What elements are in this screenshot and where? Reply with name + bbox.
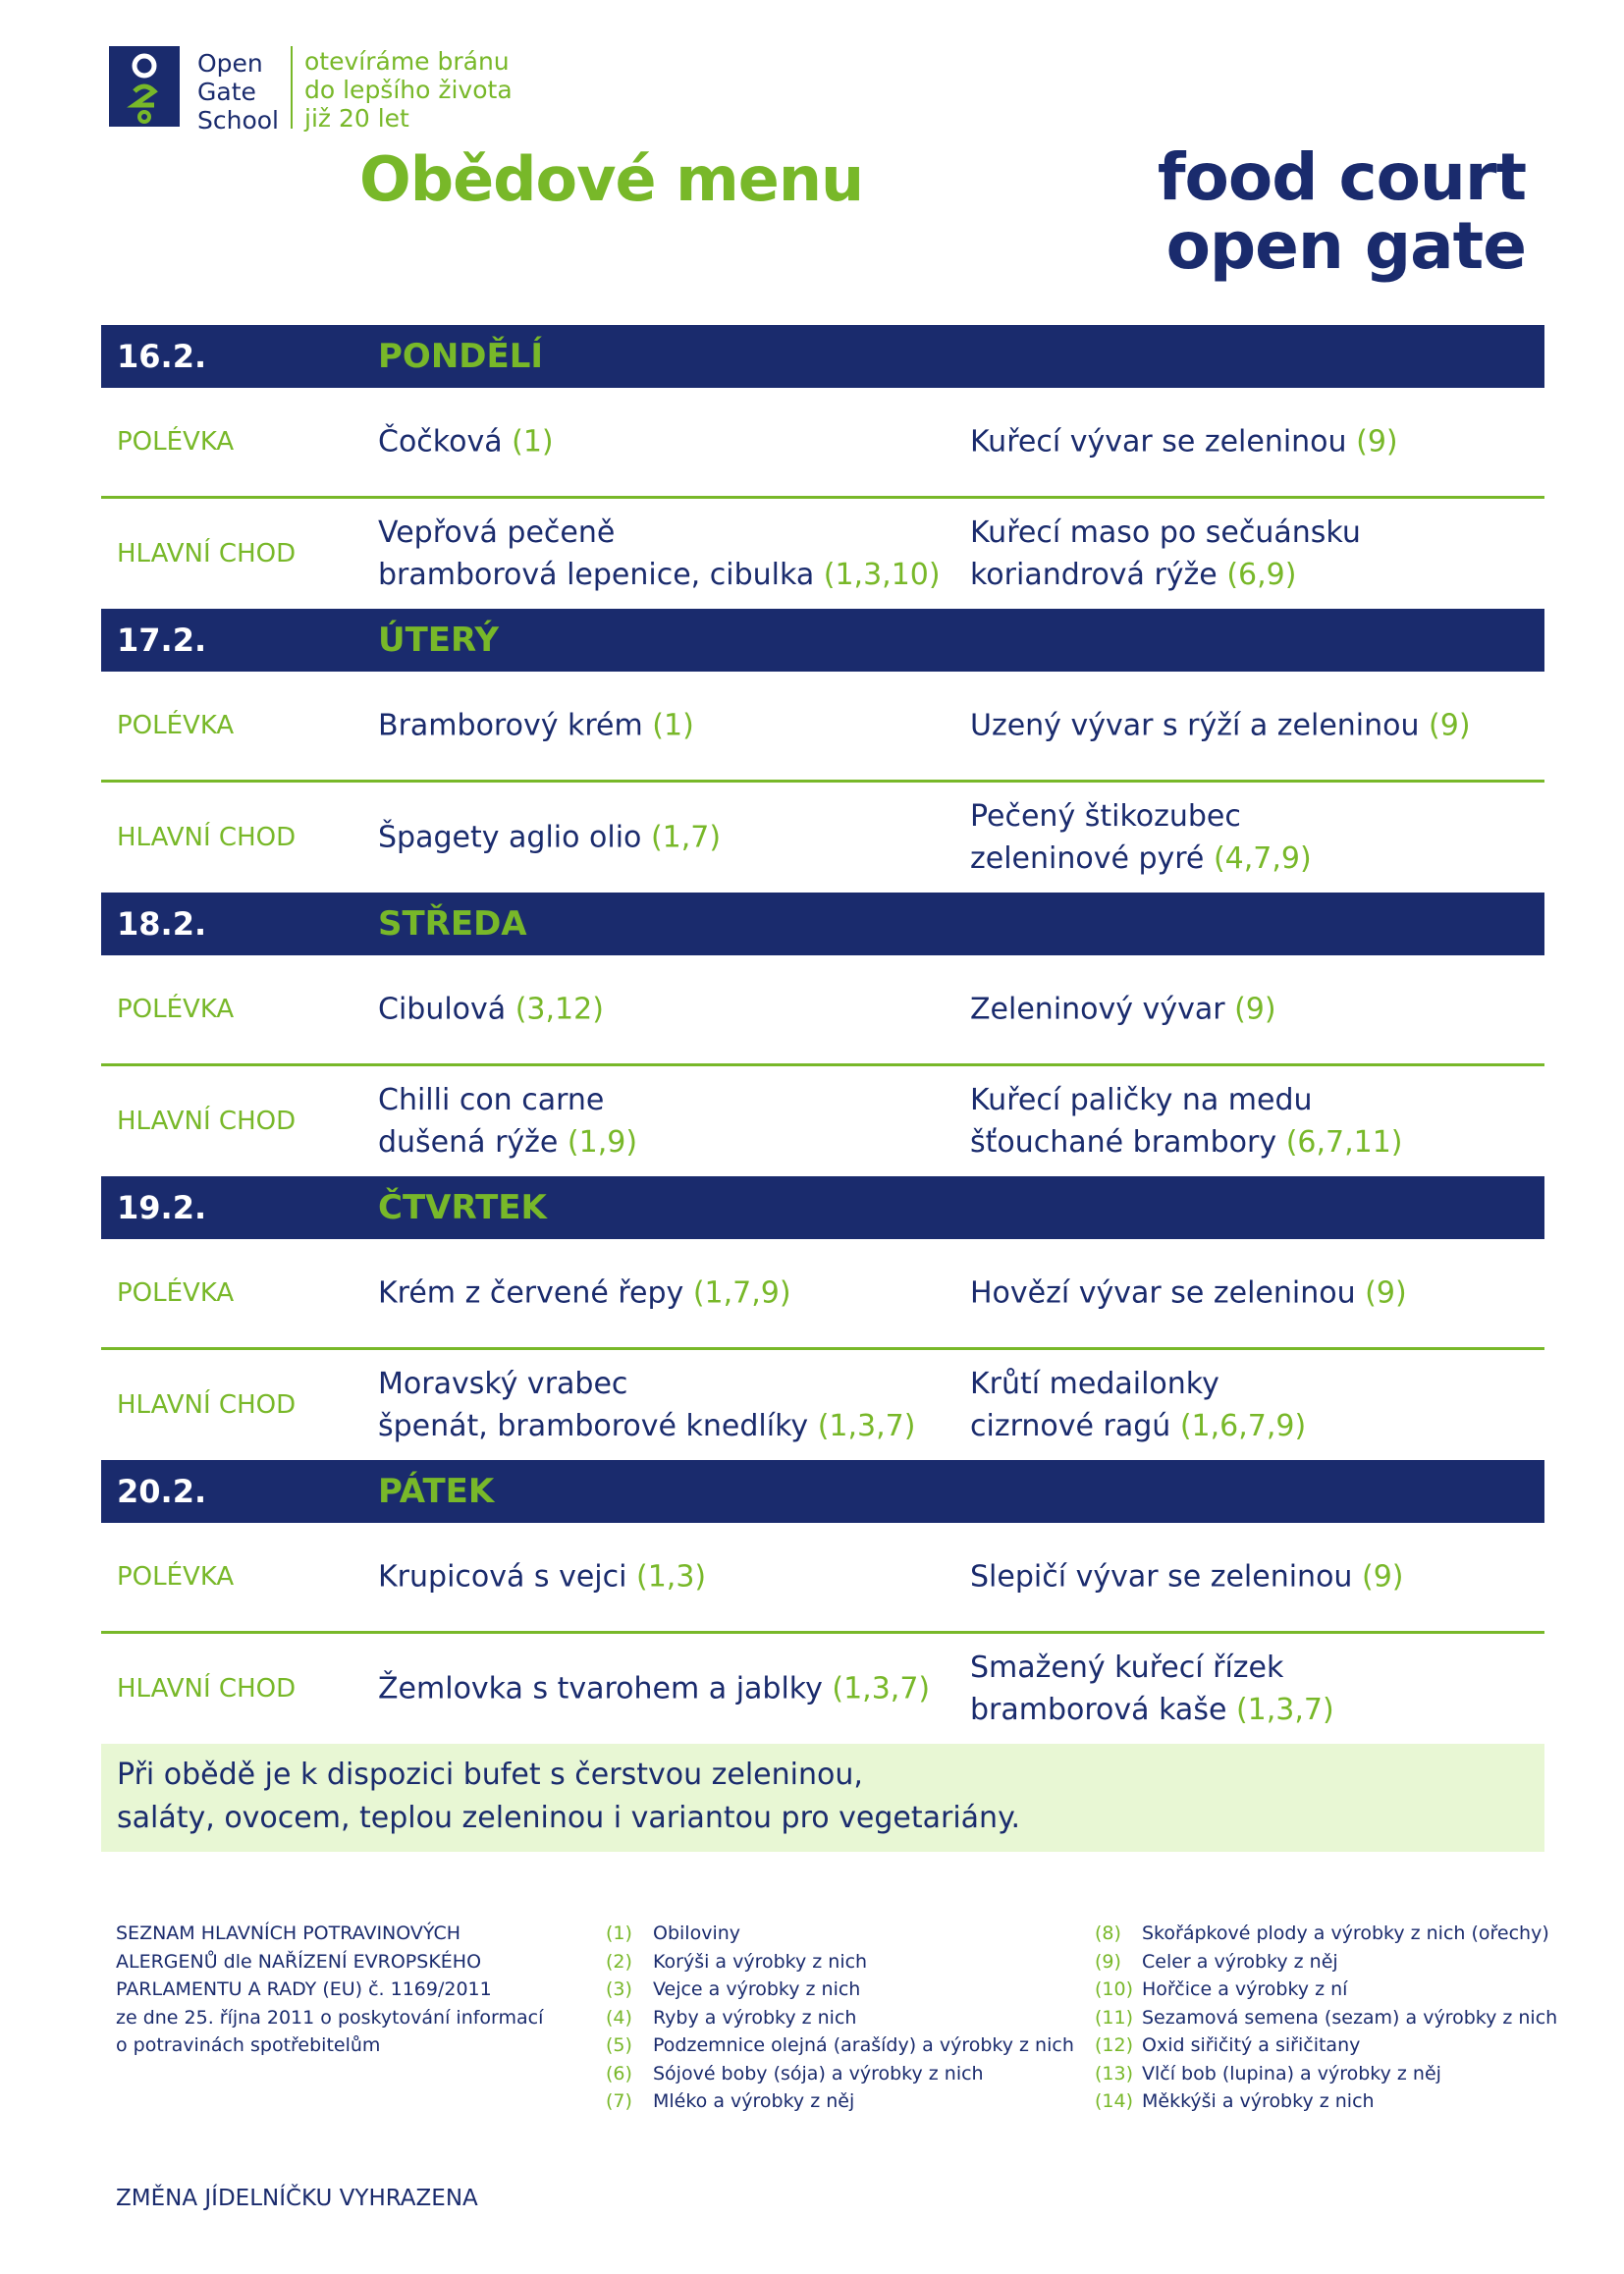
dish-line	[378, 1668, 930, 1710]
soup-row	[101, 388, 1544, 499]
allergen-item	[1095, 2031, 1557, 2060]
dish	[378, 1079, 637, 1164]
day-date: 18.2.	[117, 905, 207, 943]
allergen-number: (6)	[606, 2062, 632, 2084]
dish-line	[378, 1121, 637, 1164]
brand-title	[1157, 139, 1526, 284]
dish-text: Hovězí vývar se zeleninou	[970, 1275, 1356, 1311]
main-course-row	[101, 499, 1544, 609]
dish-line	[378, 554, 941, 596]
dish-allergens: (1,7)	[650, 820, 722, 855]
dish-text: bramborová lepenice, cibulka	[378, 558, 815, 592]
dish	[378, 1668, 930, 1710]
dish-line	[970, 1363, 1306, 1405]
dish	[970, 1079, 1403, 1164]
dish-line	[970, 705, 1471, 747]
main-course-row	[101, 783, 1544, 893]
dish-allergens: (1,3,10)	[823, 558, 941, 592]
dish	[970, 1363, 1306, 1447]
dish-text: Krůtí medailonky	[970, 1367, 1219, 1401]
dish-text: Kuřecí vývar se zeleninou	[970, 424, 1347, 460]
note-line: saláty, ovocem, teplou zeleninou i variantou pro vegetariány.	[117, 1801, 1021, 1835]
logo-name-line: Open	[197, 49, 263, 78]
dish-text: Smažený kuřecí řízek	[970, 1651, 1284, 1685]
dish-text: bramborová kaše	[970, 1693, 1227, 1727]
soup-row	[101, 955, 1544, 1066]
day-header	[101, 1460, 1544, 1523]
dish-text: Špagety aglio olio	[378, 820, 642, 855]
day-header	[101, 325, 1544, 388]
dish	[378, 817, 721, 859]
dish	[378, 512, 941, 596]
allergen-text: Ryby a výrobky z nich	[653, 2006, 857, 2029]
allergens-intro-line: ze dne 25. října 2011 o poskytování informací	[116, 2006, 544, 2029]
allergen-item	[606, 2087, 1074, 2116]
dish-line	[378, 1079, 637, 1121]
row-label: HLAVNÍ CHOD	[117, 539, 297, 568]
dish-text: šťouchané brambory	[970, 1125, 1277, 1160]
day-name: PONDĚLÍ	[378, 337, 544, 376]
dish-allergens: (1,3,7)	[1235, 1693, 1334, 1727]
dish-allergens: (6,9)	[1226, 558, 1297, 592]
dish-allergens: (1,3,7)	[817, 1409, 916, 1443]
day-date: 17.2.	[117, 622, 207, 659]
menu-table	[101, 325, 1544, 1744]
soup-row	[101, 672, 1544, 783]
allergens-intro-line: SEZNAM HLAVNÍCH POTRAVINOVÝCH	[116, 1922, 461, 1944]
dish-text: Zeleninový vývar	[970, 992, 1225, 1027]
allergen-number: (7)	[606, 2090, 632, 2112]
dish	[378, 1363, 915, 1447]
allergens-intro-line: o potravinách spotřebitelům	[116, 2034, 381, 2056]
allergen-text: Korýši a výrobky z nich	[653, 1950, 868, 1973]
allergen-number: (1)	[606, 1922, 632, 1944]
day-name: PÁTEK	[378, 1472, 495, 1511]
allergen-item	[1095, 2087, 1557, 2116]
dish	[378, 1272, 791, 1315]
dish-line	[970, 1079, 1403, 1121]
day-name: ÚTERÝ	[378, 621, 499, 660]
dish-line	[970, 1272, 1407, 1315]
logo-mark-icon	[109, 46, 180, 127]
dish-line	[378, 817, 721, 859]
page-title: Obědové menu	[359, 143, 864, 215]
dish-text: Uzený vývar s rýží a zeleninou	[970, 708, 1420, 743]
day-date: 16.2.	[117, 338, 207, 375]
row-label: POLÉVKA	[117, 427, 235, 457]
soup-row	[101, 1523, 1544, 1634]
dish-allergens: (4,7,9)	[1213, 841, 1312, 876]
dish-text: Kuřecí paličky na medu	[970, 1083, 1313, 1117]
dish-text: zeleninové pyré	[970, 841, 1205, 876]
dish	[970, 989, 1276, 1031]
allergen-number: (10)	[1095, 1978, 1134, 2000]
row-label: POLÉVKA	[117, 711, 235, 740]
row-label: POLÉVKA	[117, 995, 235, 1024]
dish-text: Pečený štikozubec	[970, 799, 1241, 834]
dish-text: cizrnové ragú	[970, 1409, 1171, 1443]
dish-allergens: (9)	[1365, 1275, 1407, 1311]
allergen-text: Vejce a výrobky z nich	[653, 1978, 861, 2000]
allergen-number: (5)	[606, 2034, 632, 2056]
dish-line	[970, 989, 1276, 1031]
allergen-text: Podzemnice olejná (arašídy) a výrobky z nich	[653, 2034, 1074, 2056]
allergens-intro-line: PARLAMENTU A RADY (EU) č. 1169/2011	[116, 1978, 492, 2000]
allergen-item	[1095, 2004, 1557, 2032]
day-date: 19.2.	[117, 1189, 207, 1226]
allergen-item	[606, 1948, 1074, 1976]
allergen-number: (13)	[1095, 2062, 1134, 2084]
dish-text: špenát, bramborové knedlíky	[378, 1409, 809, 1443]
day-name: STŘEDA	[378, 904, 527, 944]
brand-line: open gate	[1165, 208, 1526, 284]
note-line: Při obědě je k dispozici bufet s čerstvou zeleninou,	[117, 1758, 863, 1792]
dish	[970, 421, 1398, 463]
dish-text: Krém z červené řepy	[378, 1275, 684, 1311]
dish	[378, 421, 554, 463]
logo	[109, 46, 513, 133]
allergen-item	[606, 1920, 1074, 1948]
dish-line	[378, 512, 941, 554]
main-course-row	[101, 1066, 1544, 1176]
dish-text: Krupicová s vejci	[378, 1559, 627, 1595]
dish	[970, 512, 1361, 596]
dish-line	[970, 795, 1312, 838]
logo-tagline-line: otevíráme bránu	[304, 47, 510, 76]
dish	[970, 795, 1312, 880]
allergen-text: Vlčí bob (lupina) a výrobky z něj	[1142, 2062, 1441, 2084]
dish-allergens: (6,7,11)	[1285, 1125, 1403, 1160]
dish-line	[378, 989, 604, 1031]
dish-allergens: (1)	[512, 424, 554, 460]
logo-tagline	[304, 47, 513, 133]
row-label: HLAVNÍ CHOD	[117, 1390, 297, 1420]
allergen-number: (12)	[1095, 2034, 1134, 2056]
day-name: ČTVRTEK	[378, 1188, 547, 1227]
day-header	[101, 893, 1544, 955]
dish-allergens: (9)	[1362, 1559, 1404, 1595]
allergen-item	[1095, 1976, 1557, 2004]
allergen-number: (4)	[606, 2006, 632, 2029]
dish-allergens: (3,12)	[514, 992, 604, 1027]
dish-line	[378, 421, 554, 463]
dish-text: Žemlovka s tvarohem a jablky	[378, 1671, 823, 1706]
soup-row	[101, 1239, 1544, 1350]
allergen-item	[606, 2060, 1074, 2088]
dish	[970, 1272, 1407, 1315]
allergen-item	[1095, 1920, 1557, 1948]
allergens-intro	[116, 1920, 543, 2060]
row-label: POLÉVKA	[117, 1278, 235, 1308]
dish-line	[970, 1556, 1404, 1598]
main-course-row	[101, 1350, 1544, 1460]
allergen-text: Celer a výrobky z něj	[1142, 1950, 1338, 1973]
dish	[378, 705, 694, 747]
brand-line: food court	[1157, 139, 1526, 215]
allergen-text: Sezamová semena (sezam) a výrobky z nich	[1142, 2006, 1558, 2029]
day-header	[101, 1176, 1544, 1239]
allergen-item	[606, 2004, 1074, 2032]
footer-note: ZMĚNA JÍDELNÍČKU VYHRAZENA	[116, 2186, 478, 2211]
dish-allergens: (1)	[652, 708, 694, 743]
dish-line	[970, 1689, 1334, 1731]
day-date: 20.2.	[117, 1473, 207, 1510]
dish-line	[378, 1556, 706, 1598]
dish-line	[970, 554, 1361, 596]
row-label: HLAVNÍ CHOD	[117, 823, 297, 852]
dish-text: Kuřecí maso po sečuánsku	[970, 515, 1361, 550]
dish	[378, 1556, 706, 1598]
allergen-text: Skořápkové plody a výrobky z nich (ořechy)	[1142, 1922, 1549, 1944]
dish-line	[378, 1405, 915, 1447]
dish-line	[970, 1121, 1403, 1164]
dish-line	[378, 705, 694, 747]
allergen-number: (8)	[1095, 1922, 1121, 1944]
main-course-row	[101, 1634, 1544, 1744]
dish-allergens: (1,9)	[567, 1125, 638, 1160]
day-header	[101, 609, 1544, 672]
allergen-item	[606, 2031, 1074, 2060]
allergen-text: Hořčice a výrobky z ní	[1142, 1978, 1348, 2000]
dish	[970, 705, 1471, 747]
dish-text: Čočková	[378, 424, 503, 460]
dish-line	[378, 1363, 915, 1405]
dish-line	[970, 421, 1398, 463]
dish-line	[970, 1405, 1306, 1447]
dish-text: Bramborový krém	[378, 708, 643, 743]
allergen-number: (11)	[1095, 2006, 1134, 2029]
allergens-list-right	[1095, 1920, 1557, 2116]
allergen-text: Sójové boby (sója) a výrobky z nich	[653, 2062, 984, 2084]
logo-name-line: Gate	[197, 78, 256, 106]
allergen-number: (3)	[606, 1978, 632, 2000]
dish-line	[378, 1272, 791, 1315]
dish-allergens: (9)	[1234, 992, 1276, 1027]
allergen-item	[1095, 2060, 1557, 2088]
allergen-number: (9)	[1095, 1950, 1121, 1973]
allergen-text: Obiloviny	[653, 1922, 741, 1944]
dish-text: Moravský vrabec	[378, 1367, 628, 1401]
buffet-note	[101, 1744, 1544, 1852]
dish-text: Slepičí vývar se zeleninou	[970, 1559, 1353, 1595]
allergen-item	[606, 1976, 1074, 2004]
allergen-text: Mléko a výrobky z něj	[653, 2090, 855, 2112]
dish-line	[970, 512, 1361, 554]
dish	[970, 1556, 1404, 1598]
dish-line	[970, 838, 1312, 880]
dish-allergens: (9)	[1429, 708, 1471, 743]
dish	[970, 1647, 1334, 1731]
dish-text: koriandrová rýže	[970, 558, 1218, 592]
row-label: POLÉVKA	[117, 1562, 235, 1592]
allergen-text: Měkkýši a výrobky z nich	[1142, 2090, 1375, 2112]
logo-name-line: School	[197, 106, 279, 135]
allergen-item	[1095, 1948, 1557, 1976]
dish-line	[970, 1647, 1334, 1689]
logo-name	[197, 49, 279, 135]
row-label: HLAVNÍ CHOD	[117, 1674, 297, 1704]
logo-tagline-line: již 20 let	[304, 104, 409, 133]
logo-divider	[291, 46, 293, 129]
dish-allergens: (1,3)	[636, 1559, 707, 1595]
logo-tagline-line: do lepšího života	[304, 76, 513, 104]
row-label: HLAVNÍ CHOD	[117, 1107, 297, 1136]
allergen-text: Oxid siřičitý a siřičitany	[1142, 2034, 1361, 2056]
dish-text: dušená rýže	[378, 1125, 559, 1160]
dish-text: Cibulová	[378, 992, 507, 1027]
allergens-intro-line: ALERGENŮ dle NAŘÍZENÍ EVROPSKÉHO	[116, 1950, 482, 1973]
allergens-list-left	[606, 1920, 1074, 2116]
allergen-number: (14)	[1095, 2090, 1134, 2112]
dish-allergens: (1,7,9)	[692, 1275, 791, 1311]
dish-text: Vepřová pečeně	[378, 515, 616, 550]
allergen-number: (2)	[606, 1950, 632, 1973]
dish-allergens: (1,6,7,9)	[1179, 1409, 1307, 1443]
dish-allergens: (1,3,7)	[832, 1671, 931, 1706]
dish-text: Chilli con carne	[378, 1083, 605, 1117]
dish	[378, 989, 604, 1031]
dish-allergens: (9)	[1356, 424, 1398, 460]
